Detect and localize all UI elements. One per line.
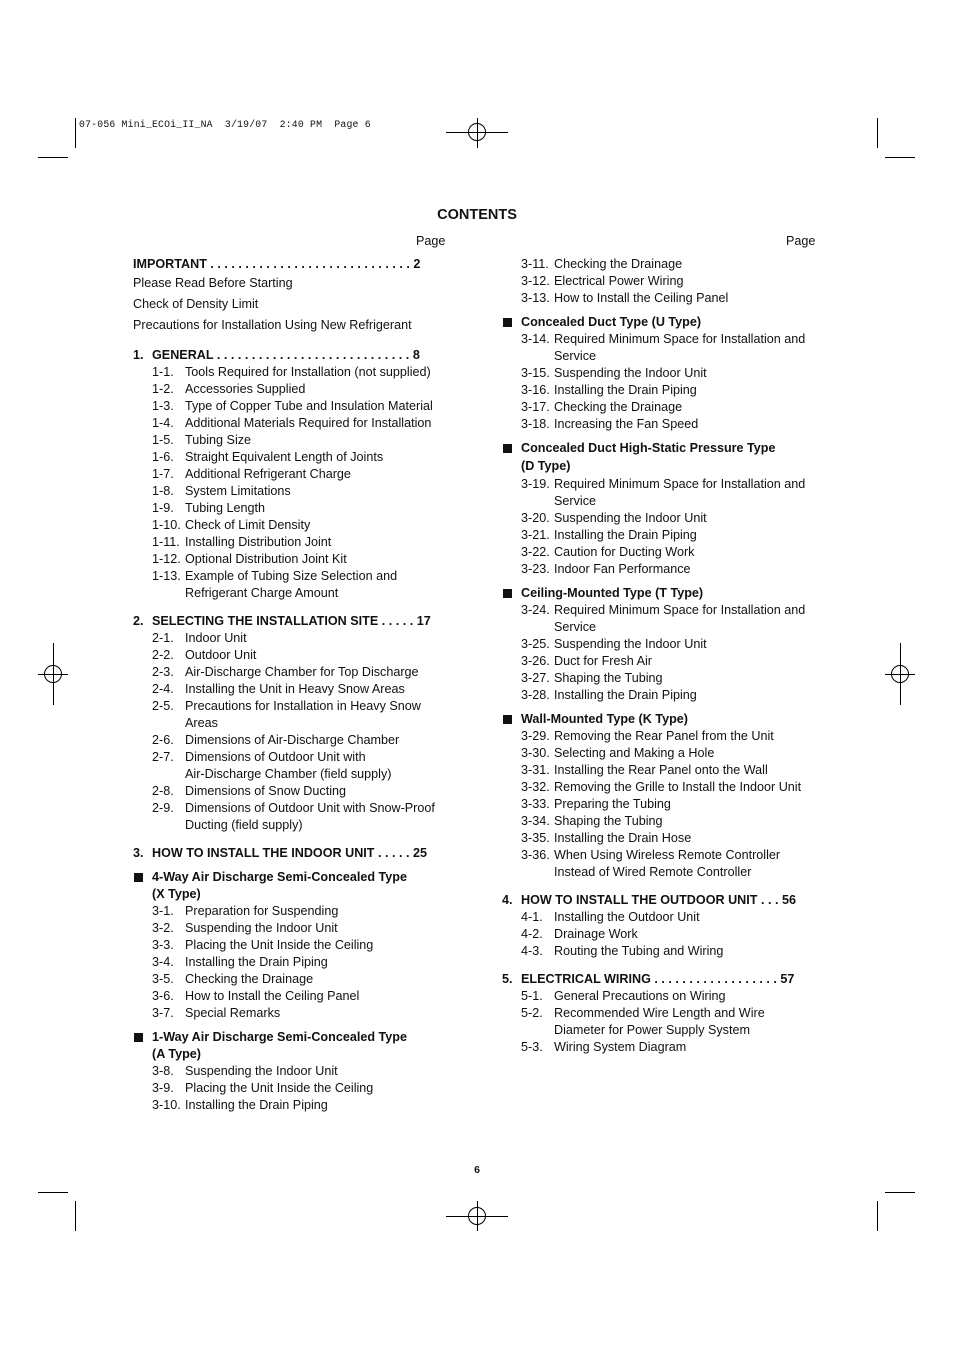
toc-item-number: 3-5. [152,972,174,986]
crop-mark [75,118,76,148]
toc-item-label: Air-Discharge Chamber for Top Discharge [185,665,419,679]
toc-item-number: 3-31. [521,763,550,777]
toc-item-label: Drainage Work [554,927,638,941]
toc-item-label: Removing the Rear Panel from the Unit [554,729,774,743]
toc-item-number: 3-34. [521,814,550,828]
toc-item-label: Dimensions of Outdoor Unit with Snow-Proof [185,801,435,815]
bullet-square-icon [503,715,512,724]
toc-item-number: 1-13. [152,569,181,583]
toc-intro-item: Precautions for Installation Using New Refrigerant [133,318,412,332]
toc-item-number: 3-29. [521,729,550,743]
toc-item-label: Suspending the Indoor Unit [554,366,707,380]
toc-item [502,830,822,847]
toc-item-label: Ducting (field supply) [185,818,303,832]
toc-heading-important: IMPORTANT . . . . . . . . . . . . . . . . . . . . . . . . . . . . . 2 [133,257,421,271]
toc-item-label: Diameter for Power Supply System [554,1023,750,1037]
toc-item-number: 5-1. [521,989,543,1003]
toc-item-number: 3-30. [521,746,550,760]
toc-item-continuation [502,348,822,365]
toc-item-number: 3-18. [521,417,550,431]
toc-item-label: Installing the Drain Piping [554,528,697,542]
contents-right-column [502,256,822,1056]
toc-subsection-subtitle [502,457,822,476]
toc-item-number: 3-12. [521,274,550,288]
toc-item-label: Tubing Size [185,433,252,447]
toc-item-number: 3-28. [521,688,550,702]
bullet-square-icon [134,1033,143,1042]
bullet-square-icon [503,318,512,327]
toc-item-label: Electrical Power Wiring [554,274,684,288]
toc-item-label: Additional Materials Required for Installation [185,416,432,430]
crop-mark [877,1201,878,1231]
toc-item-label: Instead of Wired Remote Controller [554,865,752,879]
toc-item-number: 2-9. [152,801,174,815]
toc-item-label: Outdoor Unit [185,648,257,662]
toc-item-number: 3-13. [521,291,550,305]
toc-item-label: Service [554,620,596,634]
bullet-square-icon [503,444,512,453]
toc-subsection-label: (D Type) [521,459,571,473]
toc-item-label: Optional Distribution Joint Kit [185,552,347,566]
toc-item [502,847,822,864]
toc-subsection-t-type [502,585,822,602]
toc-item [133,749,443,766]
toc-item [502,687,822,704]
toc-item-number: 1-10. [152,518,181,532]
toc-item [502,988,822,1005]
toc-item [133,647,443,664]
toc-item-label: How to Install the Ceiling Panel [554,291,729,305]
toc-item [133,732,443,749]
toc-item-label: Placing the Unit Inside the Ceiling [185,1081,374,1095]
toc-item-label: Check of Limit Density [185,518,311,532]
toc-item [133,783,443,800]
toc-subsection-label: Ceiling-Mounted Type (T Type) [521,586,704,600]
toc-item-label: Example of Tubing Size Selection and [185,569,398,583]
page-column-header: Page [416,234,446,248]
toc-item [133,937,443,954]
toc-item [502,273,822,290]
toc-item [502,365,822,382]
toc-item [133,534,443,551]
crop-mark [877,118,878,148]
toc-item-number: 3-35. [521,831,550,845]
toc-item-number: 3-16. [521,383,550,397]
toc-item-number: 2-5. [152,699,174,713]
toc-item-number: 1-8. [152,484,174,498]
toc-item-continuation [133,766,443,783]
toc-item-label: Straight Equivalent Length of Joints [185,450,384,464]
toc-item-label: Installing the Drain Piping [185,1098,328,1112]
toc-item [502,399,822,416]
toc-item-number: 3-4. [152,955,174,969]
toc-item [133,1005,443,1022]
toc-item-number: 3-2. [152,921,174,935]
toc-item [502,1039,822,1056]
toc-item-label: Tubing Length [185,501,266,515]
toc-item [133,630,443,647]
toc-item-label: Type of Copper Tube and Insulation Material [185,399,433,413]
toc-item-label: Duct for Fresh Air [554,654,652,668]
toc-item [502,561,822,578]
toc-item-label: Installing the Drain Hose [554,831,692,845]
toc-item [502,476,822,493]
toc-subsection-a-type [133,1029,443,1046]
toc-item-label: Wiring System Diagram [554,1040,687,1054]
toc-subsection-d-type [502,440,822,457]
toc-item-label: Dimensions of Outdoor Unit with [185,750,366,764]
toc-item-number: 2-4. [152,682,174,696]
toc-subsection-label: Concealed Duct High-Static Pressure Type [521,441,776,455]
crop-mark [38,157,68,158]
toc-item-number: 3-26. [521,654,550,668]
toc-subsection-subtitle [133,1046,443,1063]
toc-item [133,551,443,568]
toc-item-number: 1-12. [152,552,181,566]
toc-item [502,909,822,926]
toc-item [502,290,822,307]
toc-item [502,510,822,527]
toc-item [133,988,443,1005]
toc-subsection-label: 1-Way Air Discharge Semi-Concealed Type [152,1030,407,1044]
toc-item [133,449,443,466]
toc-item-label: Installing the Unit in Heavy Snow Areas [185,682,405,696]
toc-subsection-x-type [133,869,443,886]
toc-item [133,698,443,715]
toc-item-number: 2-1. [152,631,174,645]
toc-heading-electrical: 5. ELECTRICAL WIRING . . . . . . . . . . . . . . . . . . 57 [502,972,795,986]
toc-item-number: 2-8. [152,784,174,798]
bullet-square-icon [503,589,512,598]
toc-heading-site: 2. SELECTING THE INSTALLATION SITE . . . . . 17 [133,614,431,628]
toc-item-number: 3-21. [521,528,550,542]
toc-item [502,636,822,653]
toc-item [502,1005,822,1022]
toc-item-label: Checking the Drainage [554,400,683,414]
toc-item [502,796,822,813]
toc-item [502,728,822,745]
toc-item-label: System Limitations [185,484,291,498]
toc-subsection-label: Wall-Mounted Type (K Type) [521,712,688,726]
toc-item-label: Suspending the Indoor Unit [185,1064,338,1078]
toc-item [133,1097,443,1114]
toc-item-number: 1-1. [152,365,174,379]
toc-item-label: Recommended Wire Length and Wire [554,1006,765,1020]
toc-item-number: 3-27. [521,671,550,685]
page-number: 6 [474,1164,480,1176]
toc-subsection-label: 4-Way Air Discharge Semi-Concealed Type [152,870,407,884]
toc-item-number: 2-2. [152,648,174,662]
toc-item-label: Increasing the Fan Speed [554,417,699,431]
toc-item-label: Additional Refrigerant Charge [185,467,351,481]
toc-item [133,1063,443,1080]
toc-item-label: Areas [185,716,218,730]
toc-item [502,544,822,561]
toc-item-label: Checking the Drainage [185,972,314,986]
toc-item [133,954,443,971]
toc-heading-general: 1. GENERAL . . . . . . . . . . . . . . . . . . . . . . . . . . . . 8 [133,348,420,362]
toc-item [502,926,822,943]
toc-item-number: 3-7. [152,1006,174,1020]
toc-item [502,670,822,687]
toc-item-number: 5-2. [521,1006,543,1020]
toc-item [133,971,443,988]
toc-item-number: 1-2. [152,382,174,396]
toc-item [133,920,443,937]
toc-item-number: 3-32. [521,780,550,794]
toc-item [133,432,443,449]
crop-mark [38,1192,68,1193]
toc-item [133,500,443,517]
toc-item-label: Suspending the Indoor Unit [554,637,707,651]
toc-item-continuation [133,715,443,732]
toc-item-number: 1-4. [152,416,174,430]
toc-item [502,602,822,619]
toc-item-label: Installing the Outdoor Unit [554,910,700,924]
toc-item-number: 4-1. [521,910,543,924]
toc-item-number: 3-1. [152,904,174,918]
toc-subsection-label: (X Type) [152,887,201,901]
toc-item [502,943,822,960]
toc-item-label: Removing the Grille to Install the Indoor Unit [554,780,802,794]
toc-item-number: 1-11. [152,535,180,549]
toc-item-number: 4-2. [521,927,543,941]
crop-mark [885,1192,915,1193]
toc-item-number: 3-24. [521,603,550,617]
toc-item-label: Installing the Drain Piping [554,383,697,397]
toc-subsection-subtitle [133,886,443,903]
toc-item-label: Suspending the Indoor Unit [185,921,338,935]
toc-item-label: Service [554,494,596,508]
toc-item-label: Refrigerant Charge Amount [185,586,339,600]
toc-item-label: Required Minimum Space for Installation and [554,332,806,346]
toc-item [133,517,443,534]
toc-item-label: Tools Required for Installation (not supplied) [185,365,431,379]
toc-item-label: Placing the Unit Inside the Ceiling [185,938,374,952]
toc-item-number: 4-3. [521,944,543,958]
toc-item [133,800,443,817]
toc-intro-item: Please Read Before Starting [133,276,293,290]
toc-item [502,331,822,348]
bullet-square-icon [134,873,143,882]
toc-item-label: Installing the Rear Panel onto the Wall [554,763,768,777]
crop-mark [885,157,915,158]
toc-item-label: Dimensions of Snow Ducting [185,784,346,798]
toc-item-number: 1-6. [152,450,174,464]
toc-item-number: 3-15. [521,366,550,380]
toc-item-number: 3-10. [152,1098,181,1112]
toc-subsection-label: Concealed Duct Type (U Type) [521,315,702,329]
toc-item-label: General Precautions on Wiring [554,989,726,1003]
toc-item-continuation [502,864,822,881]
toc-item-label: Service [554,349,596,363]
toc-item-label: Accessories Supplied [185,382,306,396]
toc-subsection-label: (A Type) [152,1047,201,1061]
toc-item-label: Shaping the Tubing [554,814,663,828]
toc-item-number: 3-36. [521,848,550,862]
toc-item-continuation [502,493,822,510]
toc-item-label: Caution for Ducting Work [554,545,695,559]
toc-item-number: 1-9. [152,501,174,515]
toc-item-label: Checking the Drainage [554,257,683,271]
toc-item-label: Routing the Tubing and Wiring [554,944,724,958]
toc-item-number: 3-22. [521,545,550,559]
toc-item [133,381,443,398]
toc-item-label: Installing Distribution Joint [185,535,332,549]
toc-item [502,256,822,273]
toc-item [133,903,443,920]
toc-item-number: 3-3. [152,938,174,952]
toc-item [133,1080,443,1097]
toc-item [133,681,443,698]
toc-item [133,466,443,483]
toc-item [502,745,822,762]
toc-item [502,762,822,779]
toc-item-number: 3-6. [152,989,174,1003]
toc-item [502,779,822,796]
toc-item-label: Air-Discharge Chamber (field supply) [185,767,392,781]
toc-item [502,653,822,670]
toc-item-label: Required Minimum Space for Installation and [554,477,806,491]
toc-item-label: How to Install the Ceiling Panel [185,989,360,1003]
toc-item-continuation [133,817,443,834]
toc-item-label: Precautions for Installation in Heavy Snow [185,699,421,713]
toc-item-continuation [502,619,822,636]
contents-left-column [133,256,443,1114]
toc-item-number: 3-25. [521,637,550,651]
toc-item-number: 1-3. [152,399,174,413]
toc-subsection-k-type [502,711,822,728]
toc-item [133,364,443,381]
toc-item-label: Indoor Fan Performance [554,562,691,576]
toc-item-label: Selecting and Making a Hole [554,746,715,760]
toc-item-number: 1-7. [152,467,174,481]
toc-heading-outdoor: 4. HOW TO INSTALL THE OUTDOOR UNIT . . . 56 [502,893,796,907]
toc-item [133,664,443,681]
toc-item-number: 3-9. [152,1081,174,1095]
toc-item-number: 3-8. [152,1064,174,1078]
toc-item-number: 3-19. [521,477,550,491]
toc-item-number: 2-6. [152,733,174,747]
toc-heading-indoor: 3. HOW TO INSTALL THE INDOOR UNIT . . . . . 25 [133,846,427,860]
toc-item-label: Preparation for Suspending [185,904,339,918]
toc-item [502,382,822,399]
toc-item-number: 3-14. [521,332,550,346]
toc-subsection-u-type [502,314,822,331]
print-slug: 07-056 Mini_ECOi_II_NA 3/19/07 2:40 PM Page 6 [79,119,371,130]
toc-item-label: Special Remarks [185,1006,281,1020]
toc-item [133,483,443,500]
toc-item-number: 2-7. [152,750,174,764]
toc-intro-item: Check of Density Limit [133,297,259,311]
page-title: CONTENTS [437,207,517,223]
toc-item [133,415,443,432]
toc-item-continuation [502,1022,822,1039]
toc-item [133,398,443,415]
toc-item-number: 5-3. [521,1040,543,1054]
toc-item [502,416,822,433]
toc-item [502,813,822,830]
toc-item-number: 3-17. [521,400,550,414]
toc-item-number: 2-3. [152,665,174,679]
toc-item-number: 3-23. [521,562,550,576]
toc-item-label: Suspending the Indoor Unit [554,511,707,525]
toc-item-number: 3-11. [521,257,549,271]
toc-item-label: Installing the Drain Piping [554,688,697,702]
crop-mark [75,1201,76,1231]
toc-item [133,568,443,585]
toc-item-continuation [133,585,443,602]
toc-item-number: 3-33. [521,797,550,811]
toc-item-label: Dimensions of Air-Discharge Chamber [185,733,400,747]
page-column-header: Page [786,234,816,248]
toc-item-label: Shaping the Tubing [554,671,663,685]
toc-item-label: When Using Wireless Remote Controller [554,848,781,862]
toc-item-label: Indoor Unit [185,631,247,645]
toc-item-number: 3-20. [521,511,550,525]
toc-item-label: Required Minimum Space for Installation and [554,603,806,617]
toc-item [502,527,822,544]
toc-item-label: Preparing the Tubing [554,797,671,811]
toc-item-label: Installing the Drain Piping [185,955,328,969]
toc-item-number: 1-5. [152,433,174,447]
